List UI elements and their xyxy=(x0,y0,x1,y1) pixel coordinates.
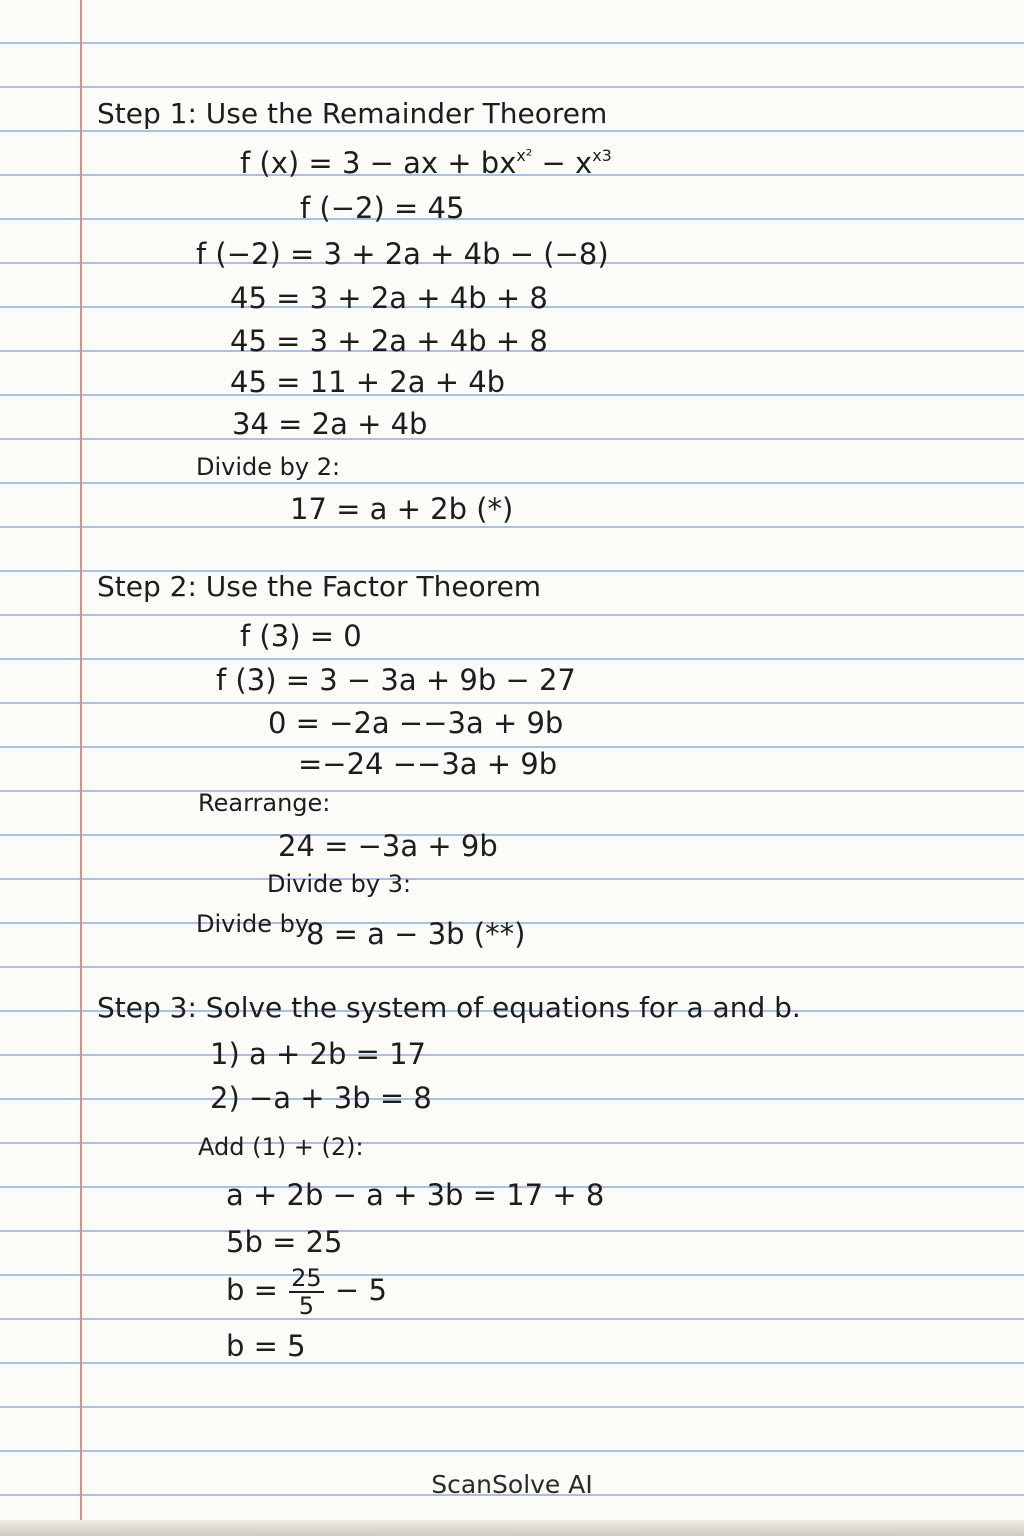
footer-brand: ScanSolve AI xyxy=(431,1470,593,1499)
fx-mid: − x xyxy=(532,146,593,180)
step1-line-5: 45 = 11 + 2a + 4b xyxy=(230,365,506,399)
fraction xyxy=(289,1266,324,1318)
step1-function-definition xyxy=(240,148,612,178)
step2-heading: Step 2: Use the Factor Theorem xyxy=(97,570,542,603)
step3-line-1: a + 2b − a + 3b = 17 + 8 xyxy=(226,1178,605,1212)
step1-note: Divide by 2: xyxy=(196,453,341,481)
step2-note-divide-by: Divide by xyxy=(196,910,310,938)
fraction-numerator: 25 xyxy=(291,1264,322,1292)
fx-exponent-2: x3 xyxy=(592,146,612,165)
step1-line-3: 45 = 3 + 2a + 4b + 8 xyxy=(230,281,548,315)
page-edge xyxy=(0,1520,1024,1536)
step1-heading: Step 1: Use the Remainder Theorem xyxy=(97,97,608,130)
step2-line-4: =−24 −−3a + 9b xyxy=(298,747,558,781)
b-prefix: b = xyxy=(226,1273,278,1307)
step3-heading: Step 3: Solve the system of equations for a and b. xyxy=(97,991,801,1024)
step3-fraction-line xyxy=(226,1266,387,1318)
step2-note-divide: Divide by 3: xyxy=(267,870,412,898)
fraction-denominator: 5 xyxy=(298,1292,315,1320)
step2-line-1: f (3) = 0 xyxy=(240,619,362,653)
step3-line-2: 5b = 25 xyxy=(226,1225,343,1259)
b-suffix: − 5 xyxy=(334,1273,387,1307)
step3-equation-1: 1) a + 2b = 17 xyxy=(210,1037,426,1071)
step2-note-rearrange: Rearrange: xyxy=(198,789,331,817)
step2-line-2: f (3) = 3 − 3a + 9b − 27 xyxy=(216,663,576,697)
step2-line-5: 24 = −3a + 9b xyxy=(278,829,498,863)
step3-note: Add (1) + (2): xyxy=(198,1133,364,1161)
step1-line-2: f (−2) = 3 + 2a + 4b − (−8) xyxy=(196,237,609,271)
step3-final: b = 5 xyxy=(226,1329,306,1363)
fx-exponent-1: x² xyxy=(516,146,533,165)
step1-result: 17 = a + 2b (*) xyxy=(290,492,514,526)
step1-line-6: 34 = 2a + 4b xyxy=(232,407,428,441)
step1-line-4: 45 = 3 + 2a + 4b + 8 xyxy=(230,324,548,358)
fx-main: f (x) = 3 − ax + bx xyxy=(240,146,517,180)
step1-line-1: f (−2) = 45 xyxy=(300,191,465,225)
step3-equation-2: 2) −a + 3b = 8 xyxy=(210,1081,432,1115)
step2-line-3: 0 = −2a −−3a + 9b xyxy=(268,706,564,740)
step2-result: 8 = a − 3b (**) xyxy=(306,917,526,951)
margin-line xyxy=(80,0,82,1536)
